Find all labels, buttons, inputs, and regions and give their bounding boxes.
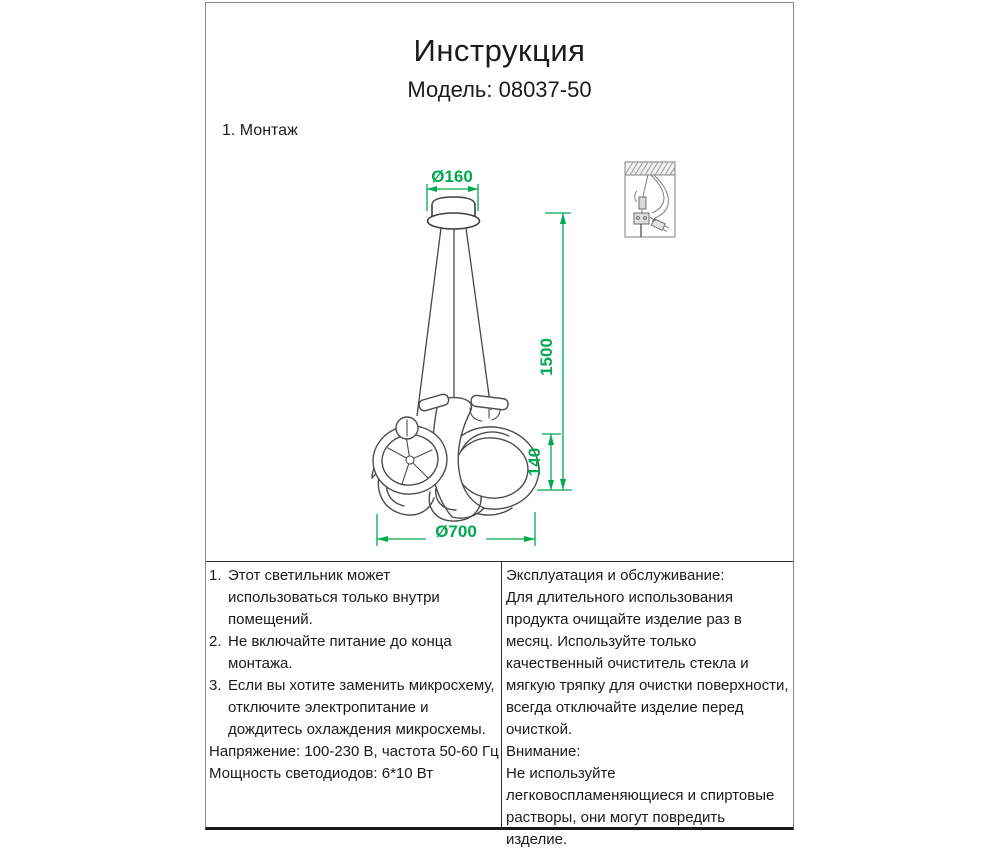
- dim-label-canopy: Ø160: [431, 167, 473, 186]
- note-number: 1.: [209, 567, 222, 584]
- lamp-body: [368, 393, 545, 521]
- maintenance-notes-box: [502, 562, 793, 848]
- ceiling-canopy: [428, 197, 480, 229]
- note-number: 3.: [209, 677, 222, 694]
- note-text: Если вы хотите заменить микросхему, отключите электропитание и дождитесь охлаждения микросхемы.: [228, 677, 495, 738]
- maintenance-body: Для длительного использования продукта очищайте изделие раз в месяц. Используйте только качественный очиститель стекла и мягкую тряпку для очистки поверхности, всегда отключайте изделие перед очисткой.: [506, 589, 789, 738]
- instruction-sheet: [205, 2, 794, 848]
- dim-label-height: 1500: [537, 338, 556, 376]
- ceiling-connection-inset: [625, 162, 675, 237]
- safety-note-1: [209, 565, 499, 631]
- note-number: 2.: [209, 633, 222, 650]
- notes-section: [206, 561, 793, 848]
- safety-notes-box: [206, 562, 502, 827]
- section-label-montage: 1. Монтаж: [222, 122, 298, 139]
- power-spec: Мощность светодиодов: 6*10 Вт: [209, 765, 434, 782]
- dim-label-body-height: 140: [525, 447, 544, 477]
- installation-diagram: [206, 3, 793, 559]
- model-number: Модель: 08037-50: [407, 77, 592, 102]
- page-title: Инструкция: [413, 33, 586, 68]
- dim-label-body-diameter: Ø700: [435, 522, 477, 541]
- safety-note-2: [209, 631, 499, 675]
- warning-heading: Внимание:: [506, 743, 581, 760]
- note-text: Этот светильник может использоваться только внутри помещений.: [228, 567, 440, 628]
- warning-body: Не используйте легковоспламеняющиеся и спиртовые растворы, они могут повредить изделие.: [506, 765, 775, 848]
- safety-note-3: [209, 675, 499, 741]
- maintenance-heading: Эксплуатация и обслуживание:: [506, 567, 725, 584]
- voltage-spec: Напряжение: 100-230 В, частота 50-60 Гц: [209, 743, 499, 760]
- note-text: Не включайте питание до конца монтажа.: [228, 633, 452, 672]
